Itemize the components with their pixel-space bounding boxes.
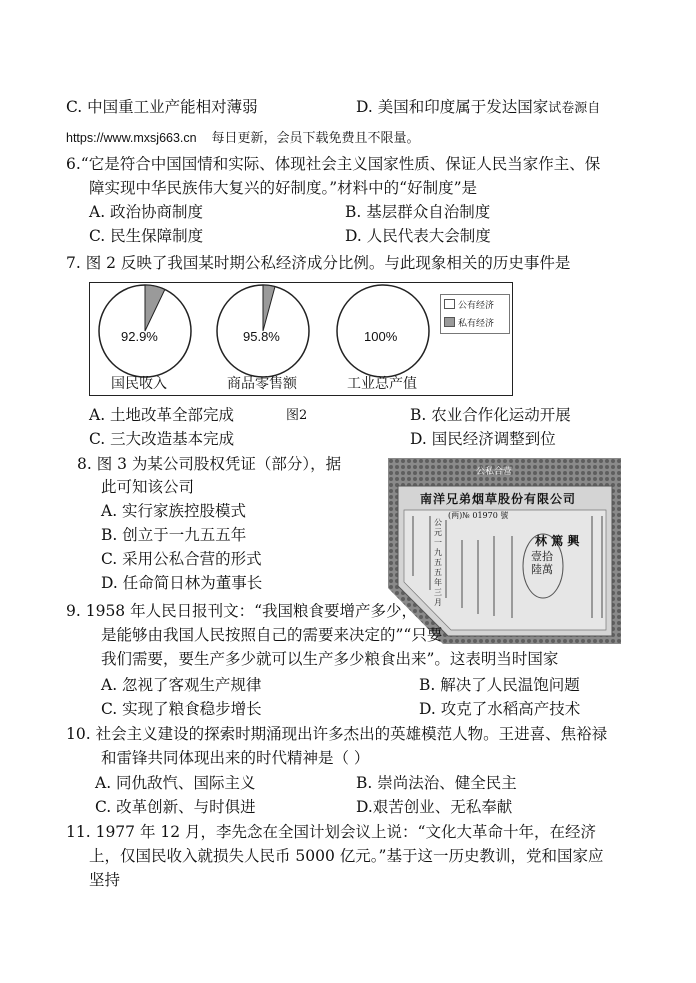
q9-stem-line1: 9. 1958 年人民日报刊文：“我国粮食要增产多少， bbox=[66, 602, 418, 620]
q7-option-c: C. 三大改造基本完成 bbox=[89, 430, 235, 448]
certificate-date: 公元一九五五年三月 bbox=[434, 518, 442, 607]
q9-stem-line3: 我们需要，要生产多少就可以生产多少粮食出来”。这表明当时国家 bbox=[101, 650, 559, 668]
q9-option-d: D. 攻克了水稻高产技术 bbox=[419, 700, 581, 718]
legend-label-public: 公有经济 bbox=[458, 300, 495, 311]
legend-label-private: 私有经济 bbox=[458, 318, 495, 329]
q5-option-c: C. 中国重工业产能相对薄弱 bbox=[66, 98, 258, 116]
watermark-tail: 试卷源自 bbox=[548, 101, 601, 116]
q10-stem-line1: 10. 社会主义建设的探索时期涌现出许多杰出的英雄模范人物。王进喜、焦裕禄 bbox=[66, 725, 608, 743]
q6-option-d: D. 人民代表大会制度 bbox=[345, 227, 491, 245]
q9-option-b: B. 解决了人民温饱问题 bbox=[419, 676, 580, 694]
q6-option-b: B. 基层群众自治制度 bbox=[345, 203, 491, 221]
q6-option-a: A. 政治协商制度 bbox=[89, 203, 204, 221]
q7-option-b: B. 农业合作化运动开展 bbox=[410, 406, 571, 424]
q8-option-d: D. 任命简日林为董事长 bbox=[101, 574, 263, 592]
figure-2-legend bbox=[440, 294, 510, 334]
q8-stem-line2: 此可知该公司 bbox=[101, 478, 195, 496]
q7-option-a: A. 土地改革全部完成 bbox=[89, 406, 235, 424]
source-note: 每日更新，会员下载免费且不限量。 bbox=[211, 131, 420, 146]
certificate-serial: (两)№ 01970 號 bbox=[448, 511, 509, 520]
pie-value-retail-sales: 95.8% bbox=[243, 329, 280, 344]
q9-stem-line2: 是能够由我国人民按照自己的需要来决定的”“只要 bbox=[101, 626, 443, 644]
source-line bbox=[66, 127, 420, 149]
q9-option-c: C. 实现了粮食稳步增长 bbox=[101, 700, 262, 718]
q10-option-a: A. 同仇敌忾、国际主义 bbox=[95, 774, 256, 792]
q8-option-c: C. 采用公私合营的形式 bbox=[101, 550, 262, 568]
pie-caption-national-income: 国民收入 bbox=[111, 376, 167, 392]
certificate-company: 南洋兄弟烟草股份有限公司 bbox=[420, 492, 577, 506]
pie-caption-industrial-output: 工业总产值 bbox=[347, 376, 417, 392]
q5-option-d-text: D. 美国和印度属于发达国家 bbox=[356, 98, 549, 116]
legend-swatch-public bbox=[444, 299, 455, 309]
q7-option-d: D. 国民经济调整到位 bbox=[410, 430, 556, 448]
q10-stem-line2: 和雷锋共同体现出来的时代精神是（ ） bbox=[101, 749, 370, 767]
certificate-banner: 公私合营 bbox=[476, 467, 513, 477]
certificate-amount: 壹拾陸萬 bbox=[531, 550, 553, 576]
q6-stem-line2: 障实现中华民族伟大复兴的好制度。”材料中的“好制度”是 bbox=[89, 179, 478, 197]
pie-value-industrial-output: 100% bbox=[364, 329, 398, 344]
certificate-image bbox=[388, 458, 621, 644]
pie-caption-retail-sales: 商品零售额 bbox=[227, 376, 297, 392]
pie-value-national-income: 92.9% bbox=[121, 329, 158, 344]
q8-option-a: A. 实行家族控股模式 bbox=[101, 502, 247, 520]
q11-stem-line2: 上，仅国民收入就损失人民币 5000 亿元。”基于这一历史教训，党和国家应 bbox=[89, 847, 604, 865]
figure-2-caption: 图2 bbox=[286, 408, 308, 423]
q8-stem-line1: 8. 图 3 为某公司股权凭证（部分），据 bbox=[77, 455, 342, 473]
q8-option-b: B. 创立于一九五五年 bbox=[101, 526, 247, 544]
q10-option-c: C. 改革创新、与时俱进 bbox=[95, 798, 256, 816]
figure-3-stock-certificate bbox=[388, 458, 621, 644]
q9-option-a: A. 忽视了客观生产规律 bbox=[101, 676, 262, 694]
legend-swatch-private bbox=[444, 317, 455, 327]
q6-stem-line1: 6.“它是符合中国国情和实际、体现社会主义国家性质、保证人民当家作主、保 bbox=[66, 155, 601, 173]
legend-public bbox=[441, 295, 509, 313]
q10-option-b: B. 崇尚法治、健全民主 bbox=[356, 774, 517, 792]
q6-option-c: C. 民生保障制度 bbox=[89, 227, 204, 245]
source-url: https://www.mxsj663.cn bbox=[66, 131, 197, 145]
q7-stem: 7. 图 2 反映了我国某时期公私经济成分比例。与此现象相关的历史事件是 bbox=[66, 254, 571, 272]
q11-stem-line3: 坚持 bbox=[89, 871, 121, 889]
q10-option-d: D.艰苦创业、无私奉献 bbox=[356, 798, 513, 816]
legend-private bbox=[441, 313, 509, 331]
q11-stem-line1: 11. 1977 年 12 月，李先念在全国计划会议上说：“文化大革命十年，在经济 bbox=[66, 823, 596, 841]
q5-option-d bbox=[356, 97, 600, 119]
certificate-holder: 林 篤 興 bbox=[535, 534, 580, 548]
